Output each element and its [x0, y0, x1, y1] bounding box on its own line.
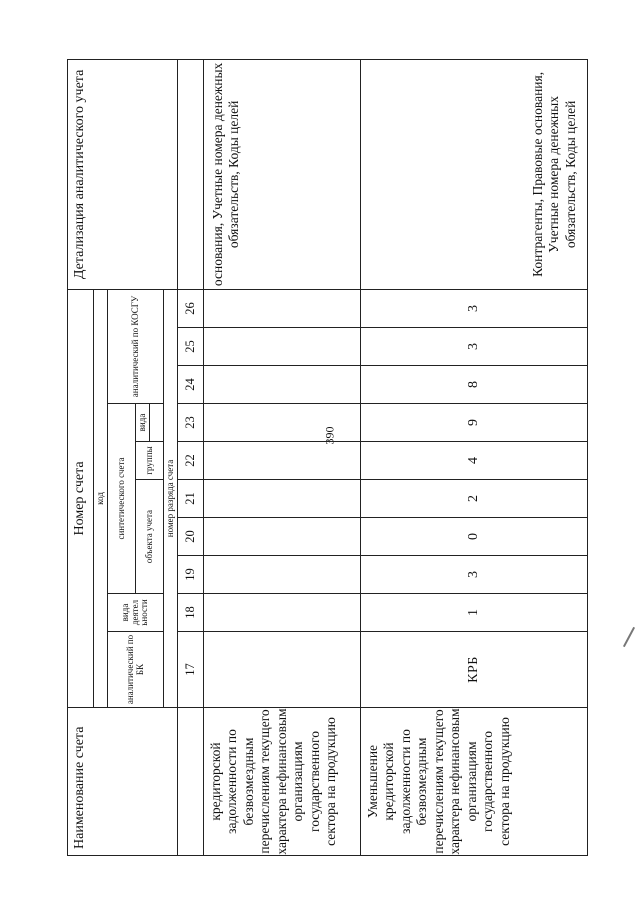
row-value: 3 [361, 289, 588, 327]
digit-cell: 20 [178, 518, 204, 556]
row-value: 3 [361, 556, 588, 594]
header-account-number: Номер счета [68, 289, 94, 707]
row-value: 2 [361, 480, 588, 518]
account-table [67, 59, 588, 856]
header-kind: вида [136, 404, 150, 442]
header-synthetic: синтетического счета [108, 404, 136, 594]
header-code: код [94, 289, 108, 707]
header-activity-type: вида деятел ьности [108, 594, 164, 632]
digit-cell: 19 [178, 556, 204, 594]
digits-detail-spacer [178, 59, 204, 289]
header-analytic-bk: аналитический по БК [108, 632, 164, 708]
row-value [204, 366, 361, 404]
header-detail: Детализация аналитического учета [68, 59, 178, 289]
row-detail: основания, Учетные номера денежных обязательств, Коды целей [204, 59, 361, 289]
header-digit-number: номер разряда счета [164, 289, 178, 707]
digit-cell: 18 [178, 594, 204, 632]
row-account-name: Уменьшение кредиторской задолженности по безвозмездным перечислениям текущего характера нефинансовым организациям государственного сектора на продукцию [361, 708, 588, 856]
row-value [204, 556, 361, 594]
row-detail: Контрагенты, Правовые основания, Учетные номера денежных обязательств, Коды целей [361, 59, 588, 289]
digit-cell: 24 [178, 366, 204, 404]
row-value: 3 [361, 328, 588, 366]
header-kind-spacer [150, 404, 164, 442]
row-value: 9 [361, 404, 588, 442]
digits-name-spacer [178, 708, 204, 856]
row-value: 1 [361, 594, 588, 632]
header-object: объекта учета [136, 480, 164, 594]
row-value [204, 480, 361, 518]
pen-mark [623, 627, 635, 647]
digit-cell: 22 [178, 442, 204, 480]
row-value [204, 632, 361, 708]
digit-cell: 21 [178, 480, 204, 518]
row-value [204, 594, 361, 632]
row-value [204, 404, 361, 442]
row-value: 0 [361, 518, 588, 556]
row-account-name: кредиторской задолженности по безвозмездным перечислениям текущего характера нефинансовым организациям государственного сектора на продукцию [204, 708, 361, 856]
digit-cell: 23 [178, 404, 204, 442]
header-account-name: Наименование счета [68, 708, 178, 856]
row-value: 8 [361, 366, 588, 404]
digit-cell: 26 [178, 289, 204, 327]
account-table-sheet [67, 60, 587, 856]
row-value [204, 442, 361, 480]
header-analytic-kosgu: аналитический по КОСГУ [108, 289, 164, 403]
digit-cell: 17 [178, 632, 204, 708]
row-value [204, 518, 361, 556]
row-value [204, 328, 361, 366]
header-group: группы [136, 442, 164, 480]
row-value [204, 289, 361, 327]
digit-cell: 25 [178, 328, 204, 366]
row-value: КРБ [361, 632, 588, 708]
page-number: 390 [322, 426, 337, 445]
row-value: 4 [361, 442, 588, 480]
